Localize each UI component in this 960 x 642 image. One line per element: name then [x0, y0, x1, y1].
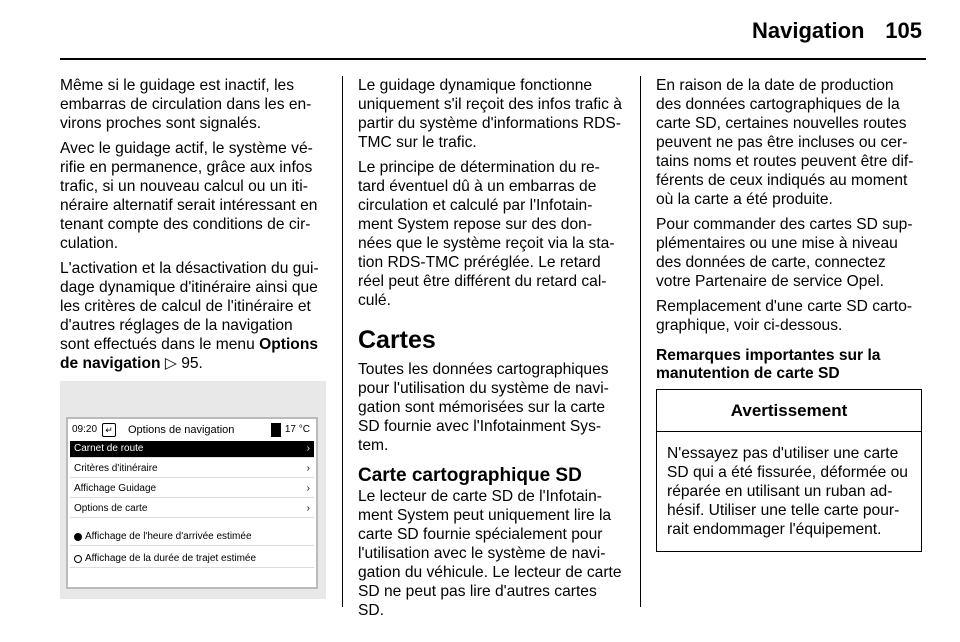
screen-display	[66, 417, 318, 589]
radio-label: Affichage de l'heure d'arrivée estimée	[85, 531, 252, 542]
section-heading: Cartes	[358, 326, 436, 354]
back-icon[interactable]: ↵	[102, 423, 116, 437]
radio-arrival-time[interactable]	[70, 529, 314, 546]
paragraph: En raison de la date de production des données cartographiques de la carte SD, certaines nouvelles routes peuvent ne pas être incluses ou cer-tains noms et routes peuvent être dif-férents de ceux indiqués au moment où la carte a été produite.	[656, 77, 914, 208]
infotainment-screenshot	[60, 381, 326, 599]
section-title: Navigation	[752, 18, 865, 43]
header-rule	[60, 58, 926, 60]
thermometer-icon	[271, 423, 281, 437]
menu-item-options-carte[interactable]	[70, 501, 314, 518]
paragraph: Avec le guidage actif, le système vé-rifie en permanence, grâce aux infos trafic, si un nouveau calcul ou un iti-néraire alternatif serait intéressant en tenant compte des conditions de cir-culation.	[60, 140, 318, 252]
radio-selected-icon	[74, 533, 82, 541]
menu-item-label: Options de carte	[74, 503, 148, 514]
menu-item-carnet-de-route[interactable]	[70, 441, 314, 458]
menu-reference: Options de navigation	[60, 336, 319, 372]
chevron-right-icon: ›	[306, 483, 310, 494]
warning-box	[656, 389, 922, 552]
clock: 09:20	[72, 424, 98, 435]
paragraph: Le lecteur de carte SD de l'Infotain-ment System peut uniquement lire la carte SD fournie spécialement pour l'utilisation avec le système de navi-gation du véhicule. Le lecteur de carte SD ne peut pas lire d'autres cartes SD.	[358, 488, 622, 619]
screen-title: Options de navigation	[128, 424, 235, 436]
paragraph: Même si le guidage est inactif, les embarras de circulation dans les en-virons proches sont signalés.	[60, 77, 312, 132]
paragraph: Pour commander des cartes SD sup-plémentaires ou une mise à niveau des données de carte, connectez votre Partenaire de service Opel.	[656, 216, 913, 290]
paragraph	[60, 259, 326, 373]
temperature: 17 °C	[284, 424, 310, 435]
warning-text: N'essayez pas d'utiliser une carte SD qui a été fissurée, déformée ou réparée en utilisant un ruban ad-hésif. Utiliser une telle carte pour-rait endommager l'équipement.	[667, 445, 908, 538]
column-1	[60, 76, 326, 599]
menu-item-criteres[interactable]	[70, 461, 314, 478]
chevron-right-icon: ›	[306, 443, 310, 454]
page-header	[752, 18, 922, 48]
chevron-right-icon: ›	[306, 503, 310, 514]
menu-item-label: Affichage Guidage	[74, 483, 157, 494]
screen-status-bar	[68, 419, 316, 441]
paragraph: Remplacement d'une carte SD carto-graphique, voir ci-dessous.	[656, 298, 913, 334]
menu-item-affichage-guidage[interactable]	[70, 481, 314, 498]
paragraph: Le principe de détermination du re-tard éventuel dû à un embarras de circulation et calculé par l'Infotain-ment System repose sur des don-nées que le système reçoit via la sta-tion RDS-TMC préréglée. Le retard réel peut être différent du retard cal-culé.	[358, 159, 615, 309]
column-2	[358, 76, 624, 626]
menu-item-label: Carnet de route	[74, 443, 144, 454]
page-ref-arrow-icon: ▷	[164, 355, 177, 372]
paragraph-text: L'activation et la désactivation du gui-dage dynamique d'itinéraire ainsi que les critères de calcul de l'itinéraire et d'autres réglages de la navigation sont effectués dans le menu	[60, 260, 319, 353]
column-3	[656, 76, 922, 552]
menu-item-label: Critères d'itinéraire	[74, 463, 158, 474]
paragraph: Toutes les données cartographiques pour l'utilisation du système de navi-gation sont mémorisées sur la carte SD fournie avec l'Infotainment Sys-tem.	[358, 361, 609, 454]
page-ref: 95.	[176, 355, 203, 372]
page-number: 105	[885, 18, 922, 43]
subheading: Remarques importantes sur la manutention de carte SD	[656, 347, 881, 382]
column-divider-1	[342, 76, 343, 607]
radio-trip-duration[interactable]	[70, 551, 314, 568]
column-divider-2	[640, 76, 641, 607]
chevron-right-icon: ›	[306, 463, 310, 474]
subsection-heading: Carte cartographique SD	[358, 465, 582, 486]
paragraph: Le guidage dynamique fonctionne uniquement s'il reçoit des infos trafic à partir du système d'informations RDS-TMC sur le trafic.	[358, 77, 622, 151]
warning-title: Avertissement	[657, 390, 921, 432]
radio-unselected-icon	[74, 555, 82, 563]
radio-label: Affichage de la durée de trajet estimée	[85, 553, 257, 564]
